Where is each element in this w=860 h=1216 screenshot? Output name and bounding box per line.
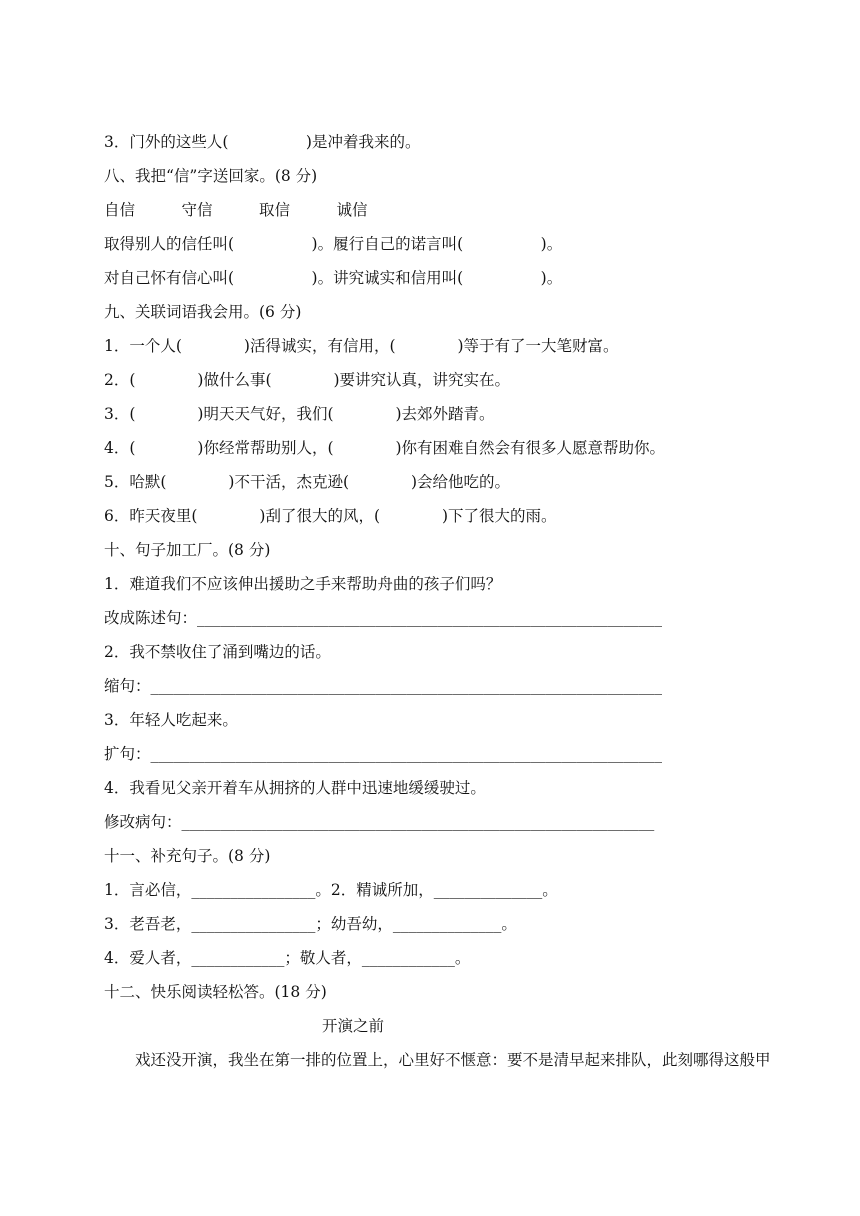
fill-line-2: 对自己怀有信心叫( )。讲究诚实和信用叫( )。 [104,269,563,287]
fill-line-1: 取得别人的信任叫( )。履行自己的诺言叫( )。 [104,235,563,253]
section-heading-8: 八、我把“信”字送回家。(8 分) [104,167,318,185]
conj-question-5: 5．哈默( )不干活，杰克逊( )会给他吃的。 [104,473,511,491]
complete-question-4: 4．爱人者，____________；敬人者，____________。 [104,949,471,967]
conj-question-3: 3．( )明天天气好，我们( )去郊外踏青。 [104,405,495,423]
sentence-question-2: 2．我不禁收住了涌到嘴边的话。 [104,643,331,661]
sentence-question-1: 1．难道我们不应该伸出援助之手来帮助舟曲的孩子们吗？ [104,575,502,593]
reading-title: 开演之前 [322,1017,385,1035]
answer-line-3: 扩句：__________________________________________________________________ [104,745,663,763]
answer-line-2: 缩句：__________________________________________________________________ [104,677,663,695]
section-heading-10: 十、句子加工厂。(8 分) [104,541,271,559]
complete-question-1: 1．言必信，________________。2．精诚所加，______________。 [104,881,558,899]
conj-question-2: 2．( )做什么事( )要讲究认真，讲究实在。 [104,371,511,389]
reading-paragraph: 戏还没开演，我坐在第一排的位置上，心里好不惬意：要不是清早起来排队，此刻哪得这般甲 [135,1051,771,1069]
conj-question-1: 1．一个人( )活得诚实，有信用，( )等于有了一大笔财富。 [104,337,619,355]
section-heading-9: 九、关联词语我会用。(6 分) [104,303,302,321]
question-8-3: 3．门外的这些人( )是冲着我来的。 [104,133,421,151]
answer-line-1: 改成陈述句：____________________________________________________________ [104,609,663,627]
sentence-question-3: 3．年轻人吃起来。 [104,711,238,729]
section-heading-11: 十一、补充句子。(8 分) [104,847,271,865]
sentence-question-4: 4．我看见父亲开着车从拥挤的人群中迅速地缓缓驶过。 [104,779,486,797]
answer-line-4: 修改病句：_____________________________________________________________ [104,813,655,831]
conj-question-6: 6．昨天夜里( )刮了很大的风，( )下了很大的雨。 [104,507,557,525]
word-options: 自信 守信 取信 诚信 [104,201,368,219]
section-heading-12: 十二、快乐阅读轻松答。(18 分) [104,983,327,1001]
conj-question-4: 4．( )你经常帮助别人，( )你有困难自然会有很多人愿意帮助你。 [104,439,666,457]
complete-question-3: 3．老吾老，________________；幼吾幼，______________。 [104,915,517,933]
